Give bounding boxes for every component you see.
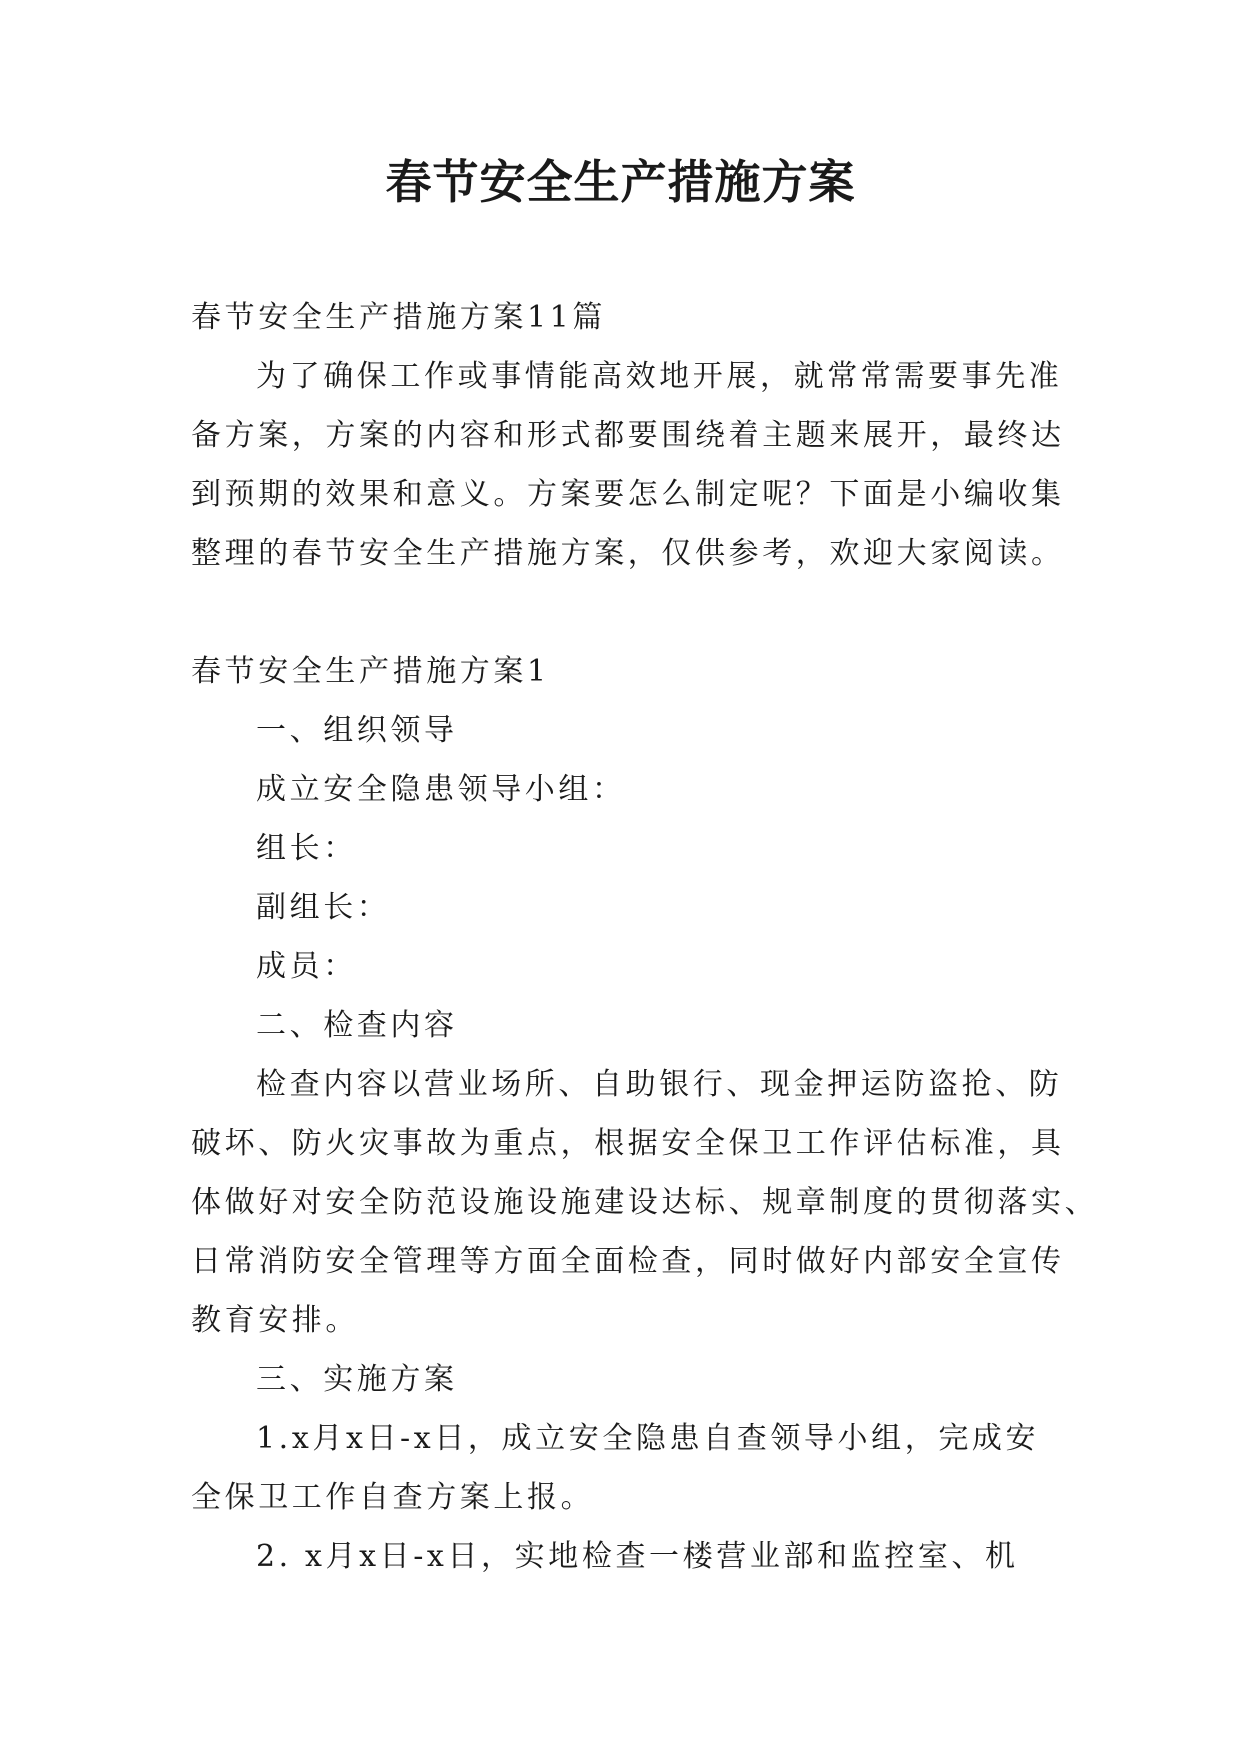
text-line: 成立安全隐患领导小组： <box>256 772 626 807</box>
text-line: 破坏、防火灾事故为重点，根据安全保卫工作评估标准，具 <box>191 1126 1065 1161</box>
text-line: 副组长： <box>256 890 391 925</box>
text-line: 备方案，方案的内容和形式都要围绕着主题来展开，最终达 <box>191 418 1065 453</box>
text-line: 整理的春节安全生产措施方案，仅供参考，欢迎大家阅读。 <box>191 536 1065 571</box>
text-line: 春节安全生产措施方案1 <box>191 654 550 689</box>
paragraph-gap <box>191 583 1061 642</box>
text-line: 体做好对安全防范设施设施建设达标、规章制度的贯彻落实、 <box>191 1185 1099 1220</box>
text-line: 三、实施方案 <box>256 1362 458 1397</box>
text-line: 成员： <box>256 949 357 984</box>
text-line: 到预期的效果和意义。方案要怎么制定呢？下面是小编收集 <box>191 477 1065 512</box>
text-line: 春节安全生产措施方案11篇 <box>191 300 606 335</box>
text-line: 为了确保工作或事情能高效地开展，就常常需要事先准 <box>256 359 1063 394</box>
text-line: 二、检查内容 <box>256 1008 458 1043</box>
text-line: 教育安排。 <box>191 1303 359 1338</box>
document-title: 春节安全生产措施方案 <box>385 155 856 209</box>
text-line: 全保卫工作自查方案上报。 <box>191 1480 595 1515</box>
document-body <box>191 288 1099 1586</box>
text-line: 日常消防安全管理等方面全面检查，同时做好内部安全宣传 <box>191 1244 1065 1279</box>
text-line: 检查内容以营业场所、自助银行、现金押运防盗抢、防 <box>256 1067 1063 1102</box>
text-line: 一、组织领导 <box>256 713 458 748</box>
text-line: 2. x月x日-x日，实地检查一楼营业部和监控室、机 <box>256 1539 1019 1574</box>
text-line: 组长： <box>256 831 357 866</box>
text-line: 1.x月x日-x日，成立安全隐患自查领导小组，完成安 <box>256 1421 1040 1456</box>
